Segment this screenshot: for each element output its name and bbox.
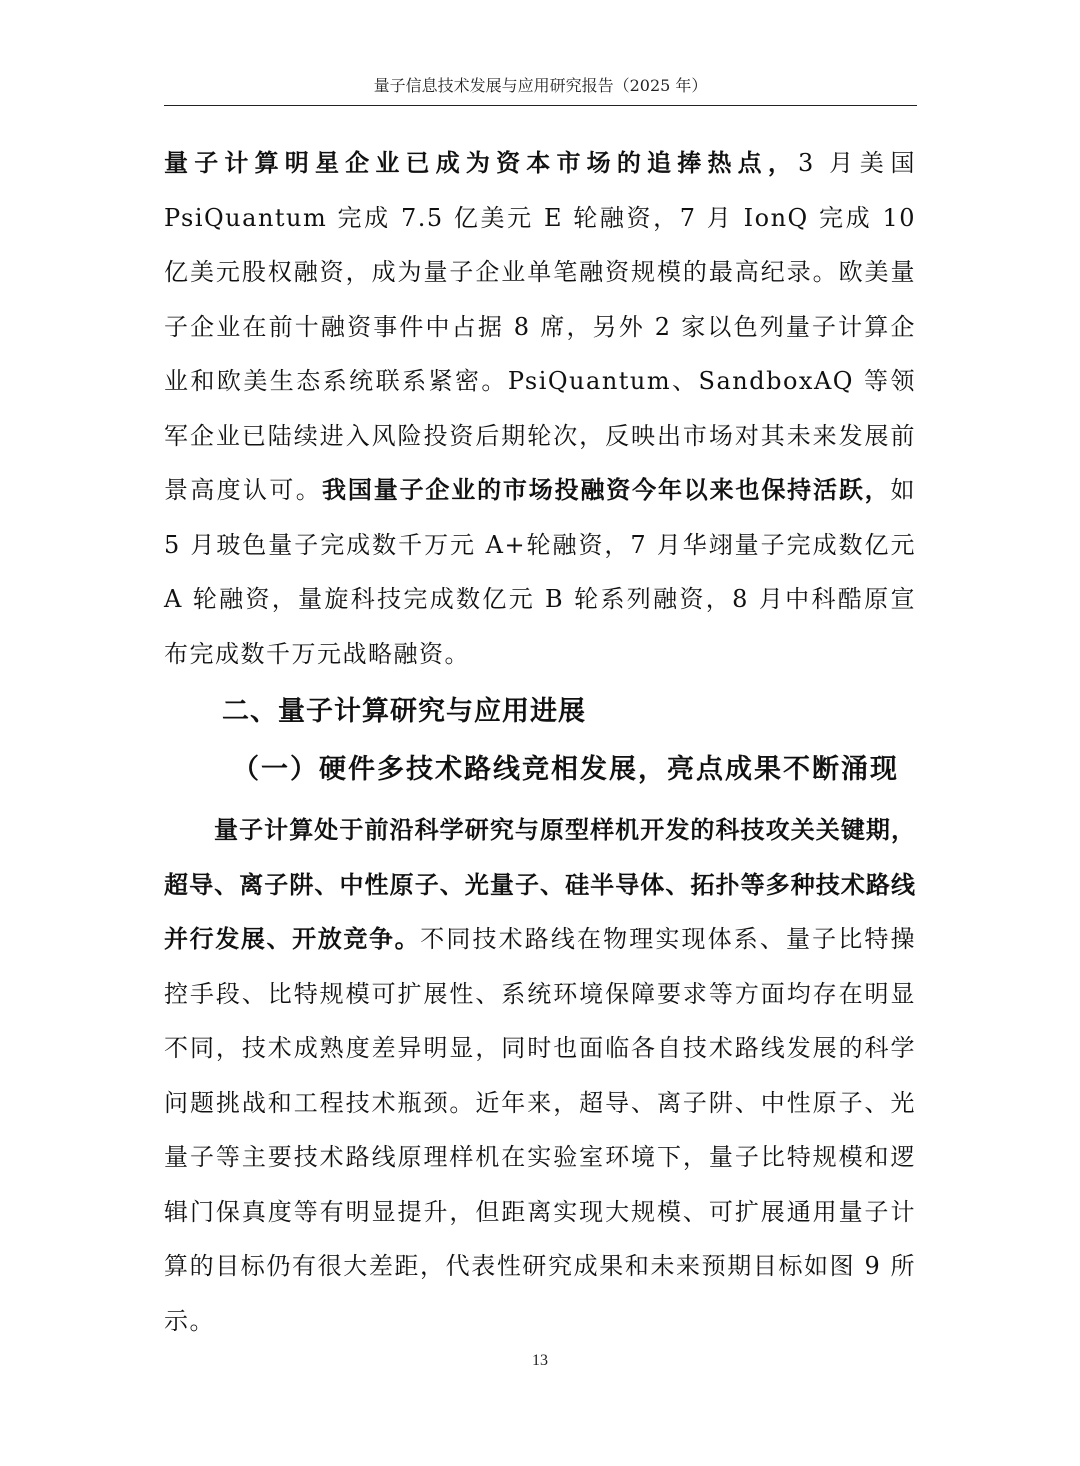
page-number: 13 [532, 1352, 548, 1369]
page-body [164, 136, 916, 1348]
header-rule [164, 105, 917, 106]
section-heading: 二、量子计算研究与应用进展 [222, 696, 586, 727]
paragraph-funding-text: 3 月美国 PsiQuantum 完成 7.5 亿美元 E 轮融资，7 月 IonQ 完成 10 亿美元股权融资，成为量子企业单笔融资规模的最高纪录。欧美量子企业在前十融资事件中占据 8 席，另外 2 家以色列量子计算企业和欧美生态系统联系紧密。PsiQuantum、SandboxAQ 等领军企业已陆续进入风险投资后期轮次，反映出市场对其未来发展前景高度认可。 [164, 149, 917, 504]
subsection-heading: （一）硬件多技术路线竞相发展，亮点成果不断涌现 [232, 754, 899, 785]
paragraph-hardware-bold-lead: 量子计算处于前沿科学研究与原型样机开发的科技攻关关键期，超导、离子阱、中性原子、光量子、硅半导体、拓扑等多种技术路线并行发展、开放竞争。 [164, 816, 916, 953]
paragraph-funding-bold-mid: 我国量子企业的市场投融资今年以来也保持活跃， [322, 476, 891, 504]
paragraph-hardware [164, 803, 916, 1348]
paragraph-funding [164, 136, 916, 681]
paragraph-hardware-text: 不同技术路线在物理实现体系、量子比特操控手段、比特规模可扩展性、系统环境保障要求等方面均存在明显不同，技术成熟度差异明显，同时也面临各自技术路线发展的科学问题挑战和工程技术瓶颈。近年来，超导、离子阱、中性原子、光量子等主要技术路线原理样机在实验室环境下，量子比特规模和逻辑门保真度等有明显提升，但距离实现大规模、可扩展通用量子计算的目标仍有很大差距，代表性研究成果和未来预期目标如图 9 所示。 [164, 925, 916, 1335]
paragraph-funding-text-2: 如 5 月玻色量子完成数千万元 A+轮融资，7 月华翊量子完成数亿元 A 轮融资，量旋科技完成数亿元 B 轮系列融资，8 月中科酷原宣布完成数千万元战略融资。 [164, 476, 917, 668]
paragraph-funding-bold-lead: 量子计算明星企业已成为资本市场的追捧热点， [164, 149, 799, 177]
running-header: 量子信息技术发展与应用研究报告（2025 年） [373, 76, 708, 95]
